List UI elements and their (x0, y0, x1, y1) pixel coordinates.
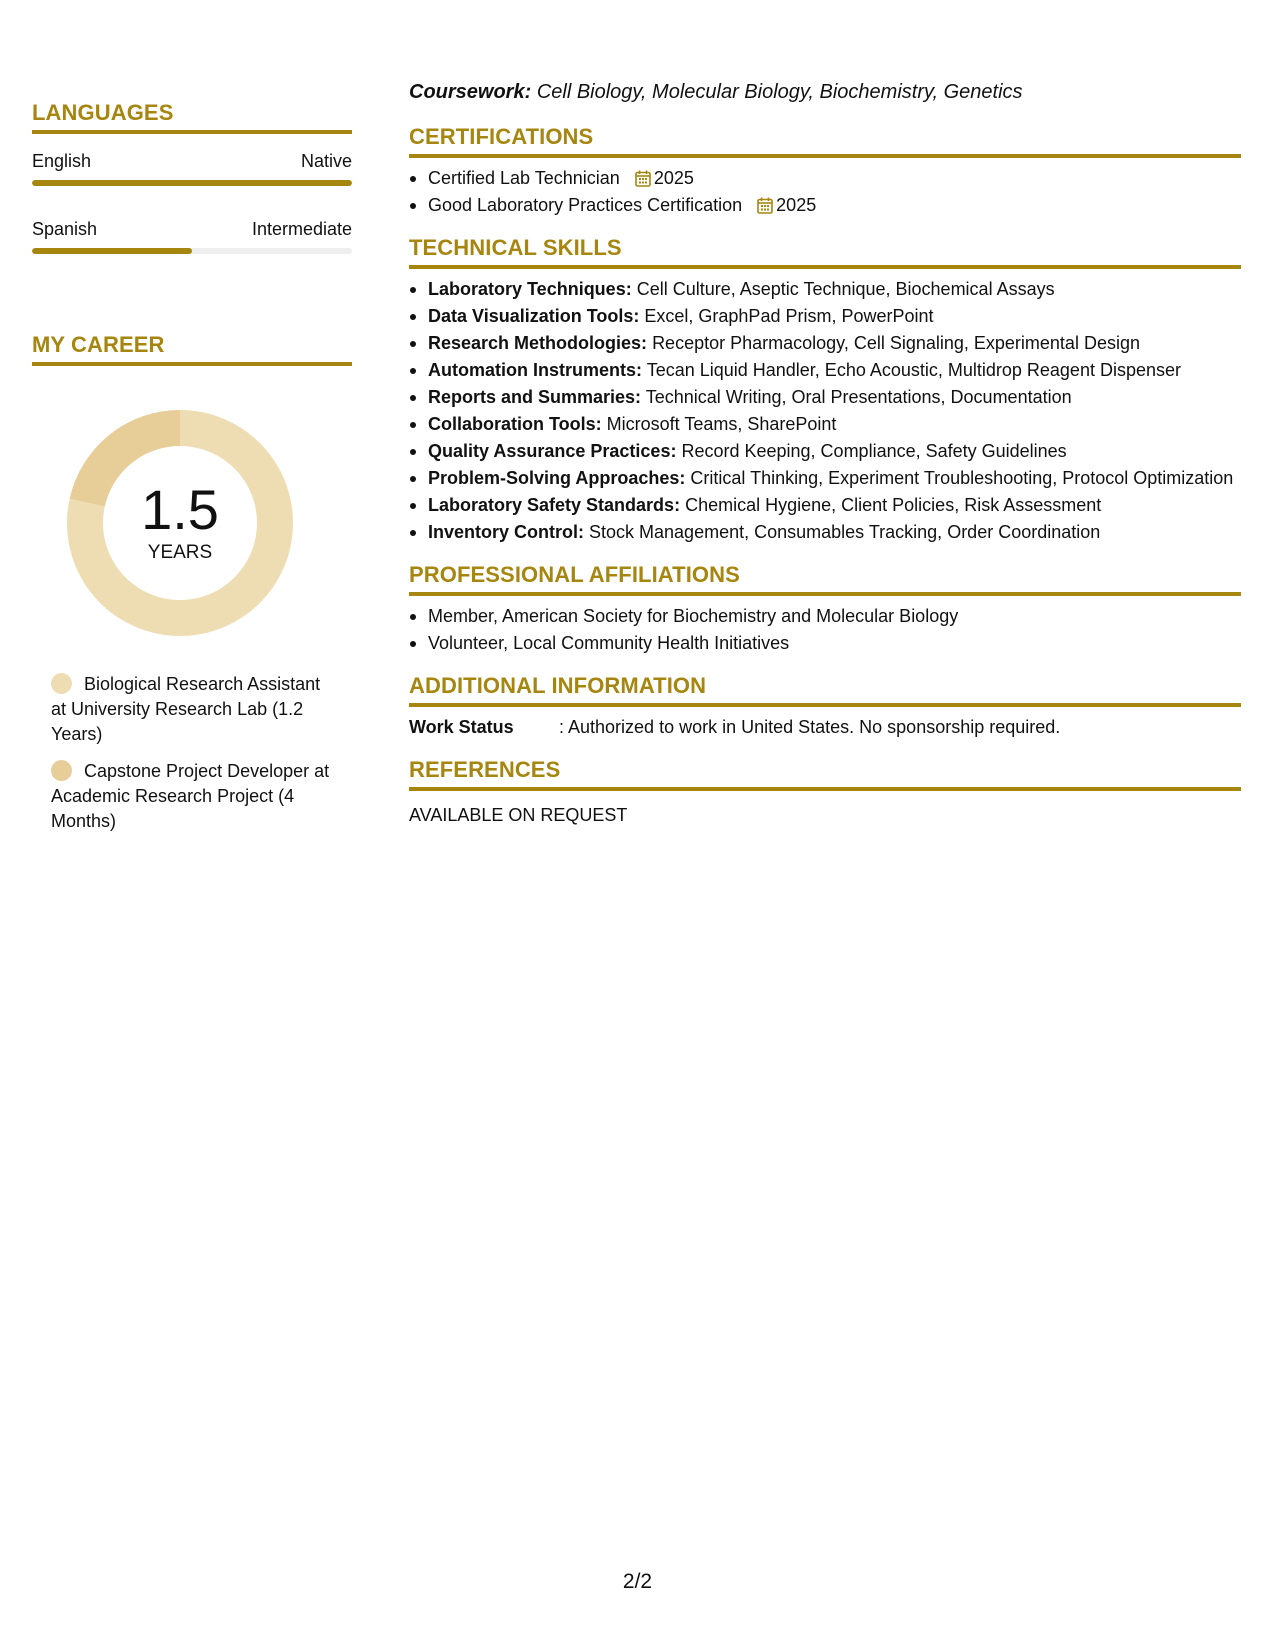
career-heading: MY CAREER (32, 332, 352, 366)
references-section (409, 757, 1241, 827)
language-proficiency-fill (32, 248, 192, 254)
coursework-value: Cell Biology, Molecular Biology, Biochemistry, Genetics (536, 81, 1023, 103)
skill-label: Reports and Summaries: (428, 387, 642, 407)
calendar-icon (757, 197, 773, 214)
certification-item (409, 166, 1241, 190)
language-name: English (32, 151, 92, 171)
skill-label: Research Methodologies: (428, 333, 648, 353)
skill-item (409, 520, 1241, 544)
skill-item (409, 493, 1241, 517)
left-column (32, 100, 352, 846)
additional-heading: ADDITIONAL INFORMATION (409, 673, 1241, 707)
skill-label: Collaboration Tools: (428, 414, 602, 434)
language-spanish (32, 218, 352, 254)
skill-value: Excel, GraphPad Prism, PowerPoint (644, 306, 934, 326)
certification-name: Certified Lab Technician (428, 168, 620, 188)
skill-label: Quality Assurance Practices: (428, 441, 677, 461)
skill-value: Receptor Pharmacology, Cell Signaling, Experimental Design (652, 333, 1140, 353)
skill-label: Problem-Solving Approaches: (428, 468, 686, 488)
coursework-label: Coursework: (409, 81, 532, 103)
skill-value: Critical Thinking, Experiment Troubleshooting, Protocol Optimization (690, 468, 1234, 488)
skill-item (409, 466, 1241, 490)
legend-dot (51, 673, 72, 694)
legend-item (51, 672, 331, 747)
skill-item (409, 358, 1241, 382)
legend-label: Capstone Project Developer at Academic Research Project (4 Months) (51, 761, 330, 831)
skill-label: Laboratory Techniques: (428, 279, 632, 299)
language-proficiency-bar (32, 180, 352, 186)
page-number: 2/2 (622, 1570, 653, 1593)
career-donut-chart (67, 410, 293, 636)
certification-item (409, 193, 1241, 217)
skill-label: Data Visualization Tools: (428, 306, 640, 326)
skill-item (409, 277, 1241, 301)
skills-heading: TECHNICAL SKILLS (409, 235, 1241, 269)
affiliation-item: Member, American Society for Biochemistry and Molecular Biology (409, 604, 1241, 628)
certifications-section (409, 124, 1241, 217)
calendar-icon (635, 170, 651, 187)
skills-section (409, 235, 1241, 544)
skill-item (409, 304, 1241, 328)
legend-label: Biological Research Assistant at University Research Lab (1.2 Years) (51, 674, 321, 744)
skill-value: Cell Culture, Aseptic Technique, Biochemical Assays (636, 279, 1055, 299)
skill-item (409, 439, 1241, 463)
affiliations-heading: PROFESSIONAL AFFILIATIONS (409, 562, 1241, 596)
language-proficiency-bar (32, 248, 352, 254)
career-legend (51, 672, 331, 834)
skill-value: Record Keeping, Compliance, Safety Guidelines (681, 441, 1067, 461)
coursework-line (409, 78, 1241, 106)
work-status-label: Work Status (409, 717, 514, 737)
language-name: Spanish (32, 219, 98, 239)
skill-item (409, 412, 1241, 436)
language-level: Intermediate (251, 219, 352, 239)
skill-value: Chemical Hygiene, Client Policies, Risk Assessment (685, 495, 1102, 515)
references-heading: REFERENCES (409, 757, 1241, 791)
career-total-years: 1.5 (141, 478, 219, 541)
work-status-row (409, 715, 1241, 739)
right-column (409, 78, 1241, 827)
certifications-heading: CERTIFICATIONS (409, 124, 1241, 158)
career-total-unit: YEARS (147, 542, 213, 563)
legend-item (51, 759, 331, 834)
languages-heading: LANGUAGES (32, 100, 352, 134)
references-text: AVAILABLE ON REQUEST (409, 805, 628, 825)
certification-name: Good Laboratory Practices Certification (428, 195, 743, 215)
skill-value: Microsoft Teams, SharePoint (606, 414, 837, 434)
certification-year: 2025 (776, 195, 817, 215)
skill-label: Laboratory Safety Standards: (428, 495, 681, 515)
work-status-value: : Authorized to work in United States. No sponsorship required. (559, 717, 1061, 737)
skill-item (409, 385, 1241, 409)
language-proficiency-fill (32, 180, 352, 186)
skill-value: Tecan Liquid Handler, Echo Acoustic, Multidrop Reagent Dispenser (646, 360, 1181, 380)
affiliations-section (409, 562, 1241, 655)
certification-year: 2025 (653, 168, 694, 188)
legend-dot (51, 760, 72, 781)
skill-label: Automation Instruments: (428, 360, 642, 380)
language-level: Native (300, 151, 352, 171)
skill-value: Stock Management, Consumables Tracking, Order Coordination (589, 522, 1101, 542)
additional-section (409, 673, 1241, 739)
skill-value: Technical Writing, Oral Presentations, Documentation (645, 387, 1072, 407)
language-english (32, 150, 352, 186)
affiliation-item: Volunteer, Local Community Health Initiatives (409, 631, 1241, 655)
skill-item (409, 331, 1241, 355)
skill-label: Inventory Control: (428, 522, 584, 542)
